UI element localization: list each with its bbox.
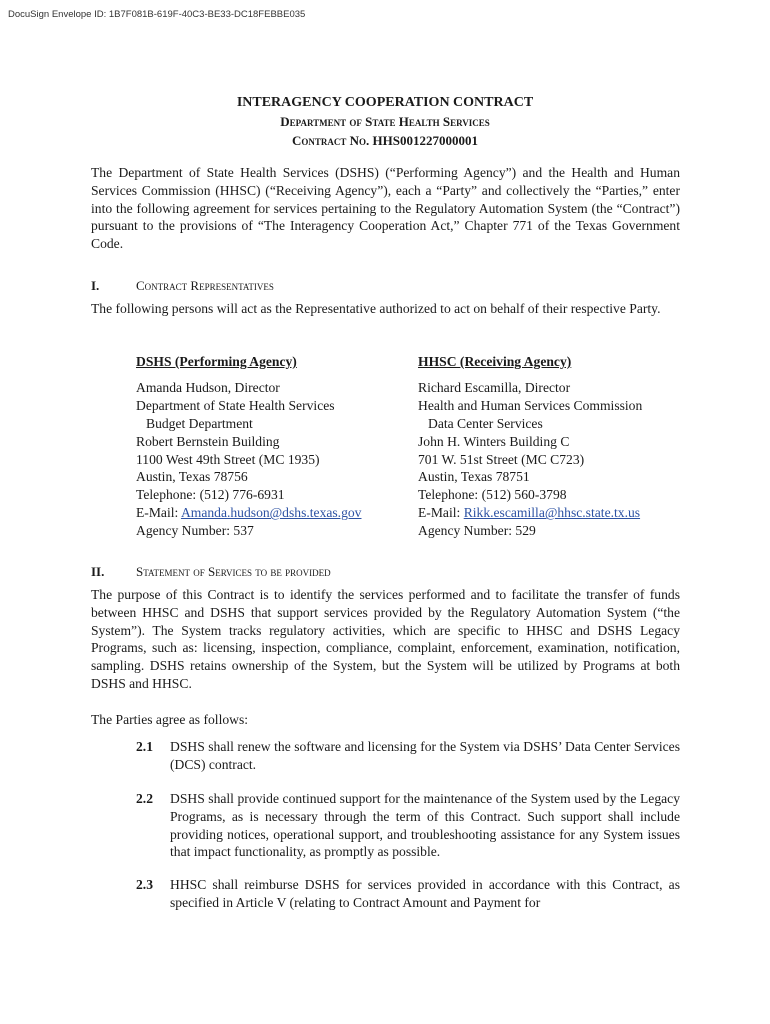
hhsc-representative	[418, 353, 642, 540]
dshs-dept: Budget Department	[146, 415, 253, 431]
item-2-3-number: 2.3	[136, 877, 153, 892]
dshs-email-row	[136, 504, 361, 522]
item-2-3-text: HHSC shall reimburse DSHS for services provided in accordance with this Contract, as specified in Article V (relating to Contract Amount and Payment for	[170, 877, 680, 910]
section-1-title: Contract Representatives	[136, 278, 274, 293]
hhsc-dept: Data Center Services	[428, 415, 543, 431]
dshs-heading: DSHS (Performing Agency)	[136, 354, 297, 369]
section-1-number: I.	[91, 278, 100, 293]
item-2-1	[136, 738, 680, 774]
hhsc-email-label: E-Mail:	[418, 505, 464, 521]
section-2-text: The purpose of this Contract is to identify the services performed and to facilitate the transfer of funds between HHSC and DSHS that support services provided by the Regulatory Automation System (“the System”). The System tracks regulatory activities, which are specific to HHSC and DSHS Legacy Programs, such as: licensing, inspection, compliance, complaint, enforcement, examination, notification, sampling. DSHS retains ownership of the System, but the System will be utilized by Programs at both DSHS and HHSC.	[91, 587, 680, 691]
item-2-2-text: DSHS shall provide continued support for the maintenance of the System used by the Legacy Programs, as is necessary through the term of this Contract. Such support shall include providing notices, operational support, and troubleshooting assistance for any System issues that impact functionality, as promptly as possible.	[170, 791, 680, 860]
item-2-2-number: 2.2	[136, 791, 153, 806]
hhsc-street: 701 W. 51st Street (MC C723)	[418, 451, 585, 467]
section-1-text: The following persons will act as the Representative authorized to act on behalf of their respective Party.	[91, 301, 661, 316]
dshs-agency-number: Agency Number: 537	[136, 523, 254, 539]
hhsc-building: John H. Winters Building C	[418, 433, 570, 449]
hhsc-agency-number: Agency Number: 529	[418, 523, 536, 539]
dshs-street: 1100 West 49th Street (MC 1935)	[136, 451, 320, 467]
dshs-city: Austin, Texas 78756	[136, 469, 248, 485]
hhsc-heading: HHSC (Receiving Agency)	[418, 354, 572, 369]
dshs-building: Robert Bernstein Building	[136, 433, 280, 449]
hhsc-phone: Telephone: (512) 560-3798	[418, 487, 567, 503]
hhsc-city: Austin, Texas 78751	[418, 469, 530, 485]
title-block	[0, 93, 770, 150]
hhsc-name: Richard Escamilla, Director	[418, 379, 571, 395]
parties-agree: The Parties agree as follows:	[91, 712, 249, 727]
section-2-number: II.	[91, 564, 105, 579]
dshs-representative	[136, 353, 361, 540]
dshs-email-label: E-Mail:	[136, 505, 181, 521]
dshs-org: Department of State Health Services	[136, 397, 335, 413]
item-2-3	[136, 876, 680, 912]
section-2-title: Statement of Services to be provided	[136, 564, 331, 579]
dshs-name: Amanda Hudson, Director	[136, 379, 280, 395]
department-title: Department of State Health Services	[280, 114, 490, 129]
contract-number: Contract No. HHS001227000001	[292, 133, 478, 148]
item-2-1-text: DSHS shall renew the software and licensing for the System via DSHS’ Data Center Services (DCS) contract.	[170, 739, 680, 772]
intro-paragraph: The Department of State Health Services (DSHS) (“Performing Agency”) and the Health and Human Services Commission (HHSC) (“Receiving Agency”), each a “Party” and collectively the “Parties,” enter into the following agreement for services pertaining to the Regulatory Automation System (the “Contract”) pursuant to the provisions of “The Interagency Cooperation Act,” Chapter 771 of the Texas Government Code.	[91, 165, 680, 252]
docusign-envelope-id: DocuSign Envelope ID: 1B7F081B-619F-40C3-BE33-DC18FEBBE035	[8, 9, 306, 20]
contract-title: INTERAGENCY COOPERATION CONTRACT	[236, 95, 534, 110]
hhsc-org: Health and Human Services Commission	[418, 397, 643, 413]
hhsc-email-row	[418, 504, 642, 522]
dshs-email-link[interactable]: Amanda.hudson@dshs.texas.gov	[180, 505, 362, 521]
hhsc-email-link[interactable]: Rikk.escamilla@hhsc.state.tx.us	[463, 505, 641, 521]
dshs-phone: Telephone: (512) 776-6931	[136, 487, 285, 503]
item-2-2	[136, 790, 680, 861]
item-2-1-number: 2.1	[136, 739, 153, 754]
